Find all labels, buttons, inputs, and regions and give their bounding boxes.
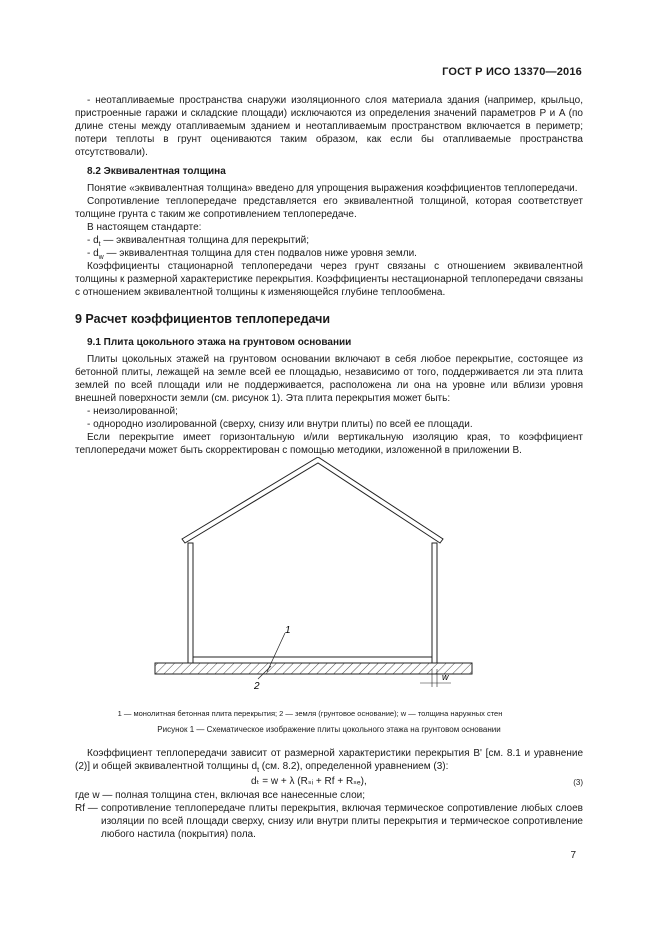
paragraph-standard-intro: В настоящем стандарте: <box>87 222 202 233</box>
section-9-1-title: 9.1 Плита цокольного этажа на грунтовом основании <box>87 337 352 348</box>
page-number: 7 <box>570 850 576 861</box>
label-2: 2 <box>254 681 260 692</box>
section-9-title: 9 Расчет коэффициентов теплопередачи <box>75 312 331 326</box>
page-body <box>75 94 583 841</box>
paragraph-equivalent-thickness: Понятие «эквивалентная толщина» введено для упрощения выражения коэффициентов теплопередачи. <box>87 183 578 194</box>
list-item-dt: - $d_t$ — эквивалентная толщина для перекрытий; <box>87 235 310 248</box>
list-item-insulated: - однородно изолированной (сверху, снизу или внутри плиты) по всей ее площади. <box>87 419 473 430</box>
right-wall <box>432 543 437 663</box>
label-w: w <box>442 672 449 682</box>
equation-formula: dₜ = w + λ (Rₛᵢ + Rf + Rₛₑ), <box>251 776 367 787</box>
paragraph-resistance: Сопротивление теплопередаче представляется его эквивалентной толщиной, которая соответствует толщине грунта с таким же сопротивлением теплопередаче. <box>75 196 583 220</box>
slab-diagram <box>75 457 583 707</box>
rf-text: сопротивление теплопередаче плиты перекрытия, включая термическое сопротивление любых слоев изоляции по всей площади сверху, снизу или внутри плиты перекрытия и термическое сопротивление любого настила (покрытия) пола. <box>101 803 583 840</box>
section-8-2-title: 8.2 Эквивалентная толщина <box>87 166 226 177</box>
roof <box>182 457 443 543</box>
equation-3 <box>75 773 583 789</box>
rf-label: Rf — <box>75 803 98 814</box>
list-item-uninsulated: - неизолированной; <box>87 406 178 417</box>
ground <box>155 663 472 674</box>
left-wall <box>188 543 193 663</box>
equation-number: (3) <box>573 778 583 787</box>
concrete-slab <box>193 657 432 663</box>
paragraph-ground-floor: Плиты цокольных этажей на грунтовом основании включают в себя любое перекрытие, состоящее из бетонной плиты, лежащей на земле всей ее площадью, независимо от того, поддерживается ли эта плита землей по всей площади или не поддерживается, расположена ли она на уровне или вблизи уровня внешней поверхности земли (см. рисунок 1). Эта плита перекрытия может быть: <box>75 354 583 404</box>
rf-definition <box>75 802 583 841</box>
paragraph-coefficients: Коэффициенты стационарной теплопередачи через грунт связаны с отношением эквивалентной толщины к размерной характеристике перекрытия. Коэффициенты нестационарной теплопередачи связаны с отношением эквивалентной толщины к изменяющейся глубине теплообмена. <box>75 261 583 298</box>
paragraph-dimension-factor: Коэффициент теплопередачи зависит от размерной характеристики перекрытия B' [см. 8.1 и уравнение (2)] и общей эквивалентной толщины $d_t$ (см. 8.2), определенной уравнением (3): <box>75 748 583 774</box>
list-item-dw: - $d_w$ — эквивалентная толщина для стен подвалов ниже уровня земли. <box>87 248 417 261</box>
figure-legend: 1 — монолитная бетонная плита перекрытия; 2 — земля (грунтовое основание); w — толщина наружных стен <box>117 709 503 718</box>
where-clause: где w — полная толщина стен, включая все нанесенные слои; <box>75 790 366 801</box>
figure-caption: Рисунок 1 — Схематическое изображение плиты цокольного этажа на грунтовом основании <box>157 725 501 734</box>
figure-1 <box>75 457 583 737</box>
paragraph-edge-insulation: Если перекрытие имеет горизонтальную и/или вертикальную изоляцию края, то коэффициент теплопередачи может быть скорректирован с помощью методики, изложенной в приложении В. <box>75 432 583 456</box>
label-1: 1 <box>285 625 291 636</box>
document-id: ГОСТ Р ИСО 13370—2016 <box>442 66 582 78</box>
paragraph-unheated-spaces: - неотапливаемые пространства снаружи изоляционного слоя материала здания (например, крыльцо, пристроенные гаражи и складские площади) исключаются из определения значений параметров P и A (по длине стены между отапливаемым зданием и неотапливаемым пространством включается в периметр; потери теплоты в грунт оцениваются таким образом, как если бы отапливаемые пространства отсутствовали). <box>75 95 583 158</box>
